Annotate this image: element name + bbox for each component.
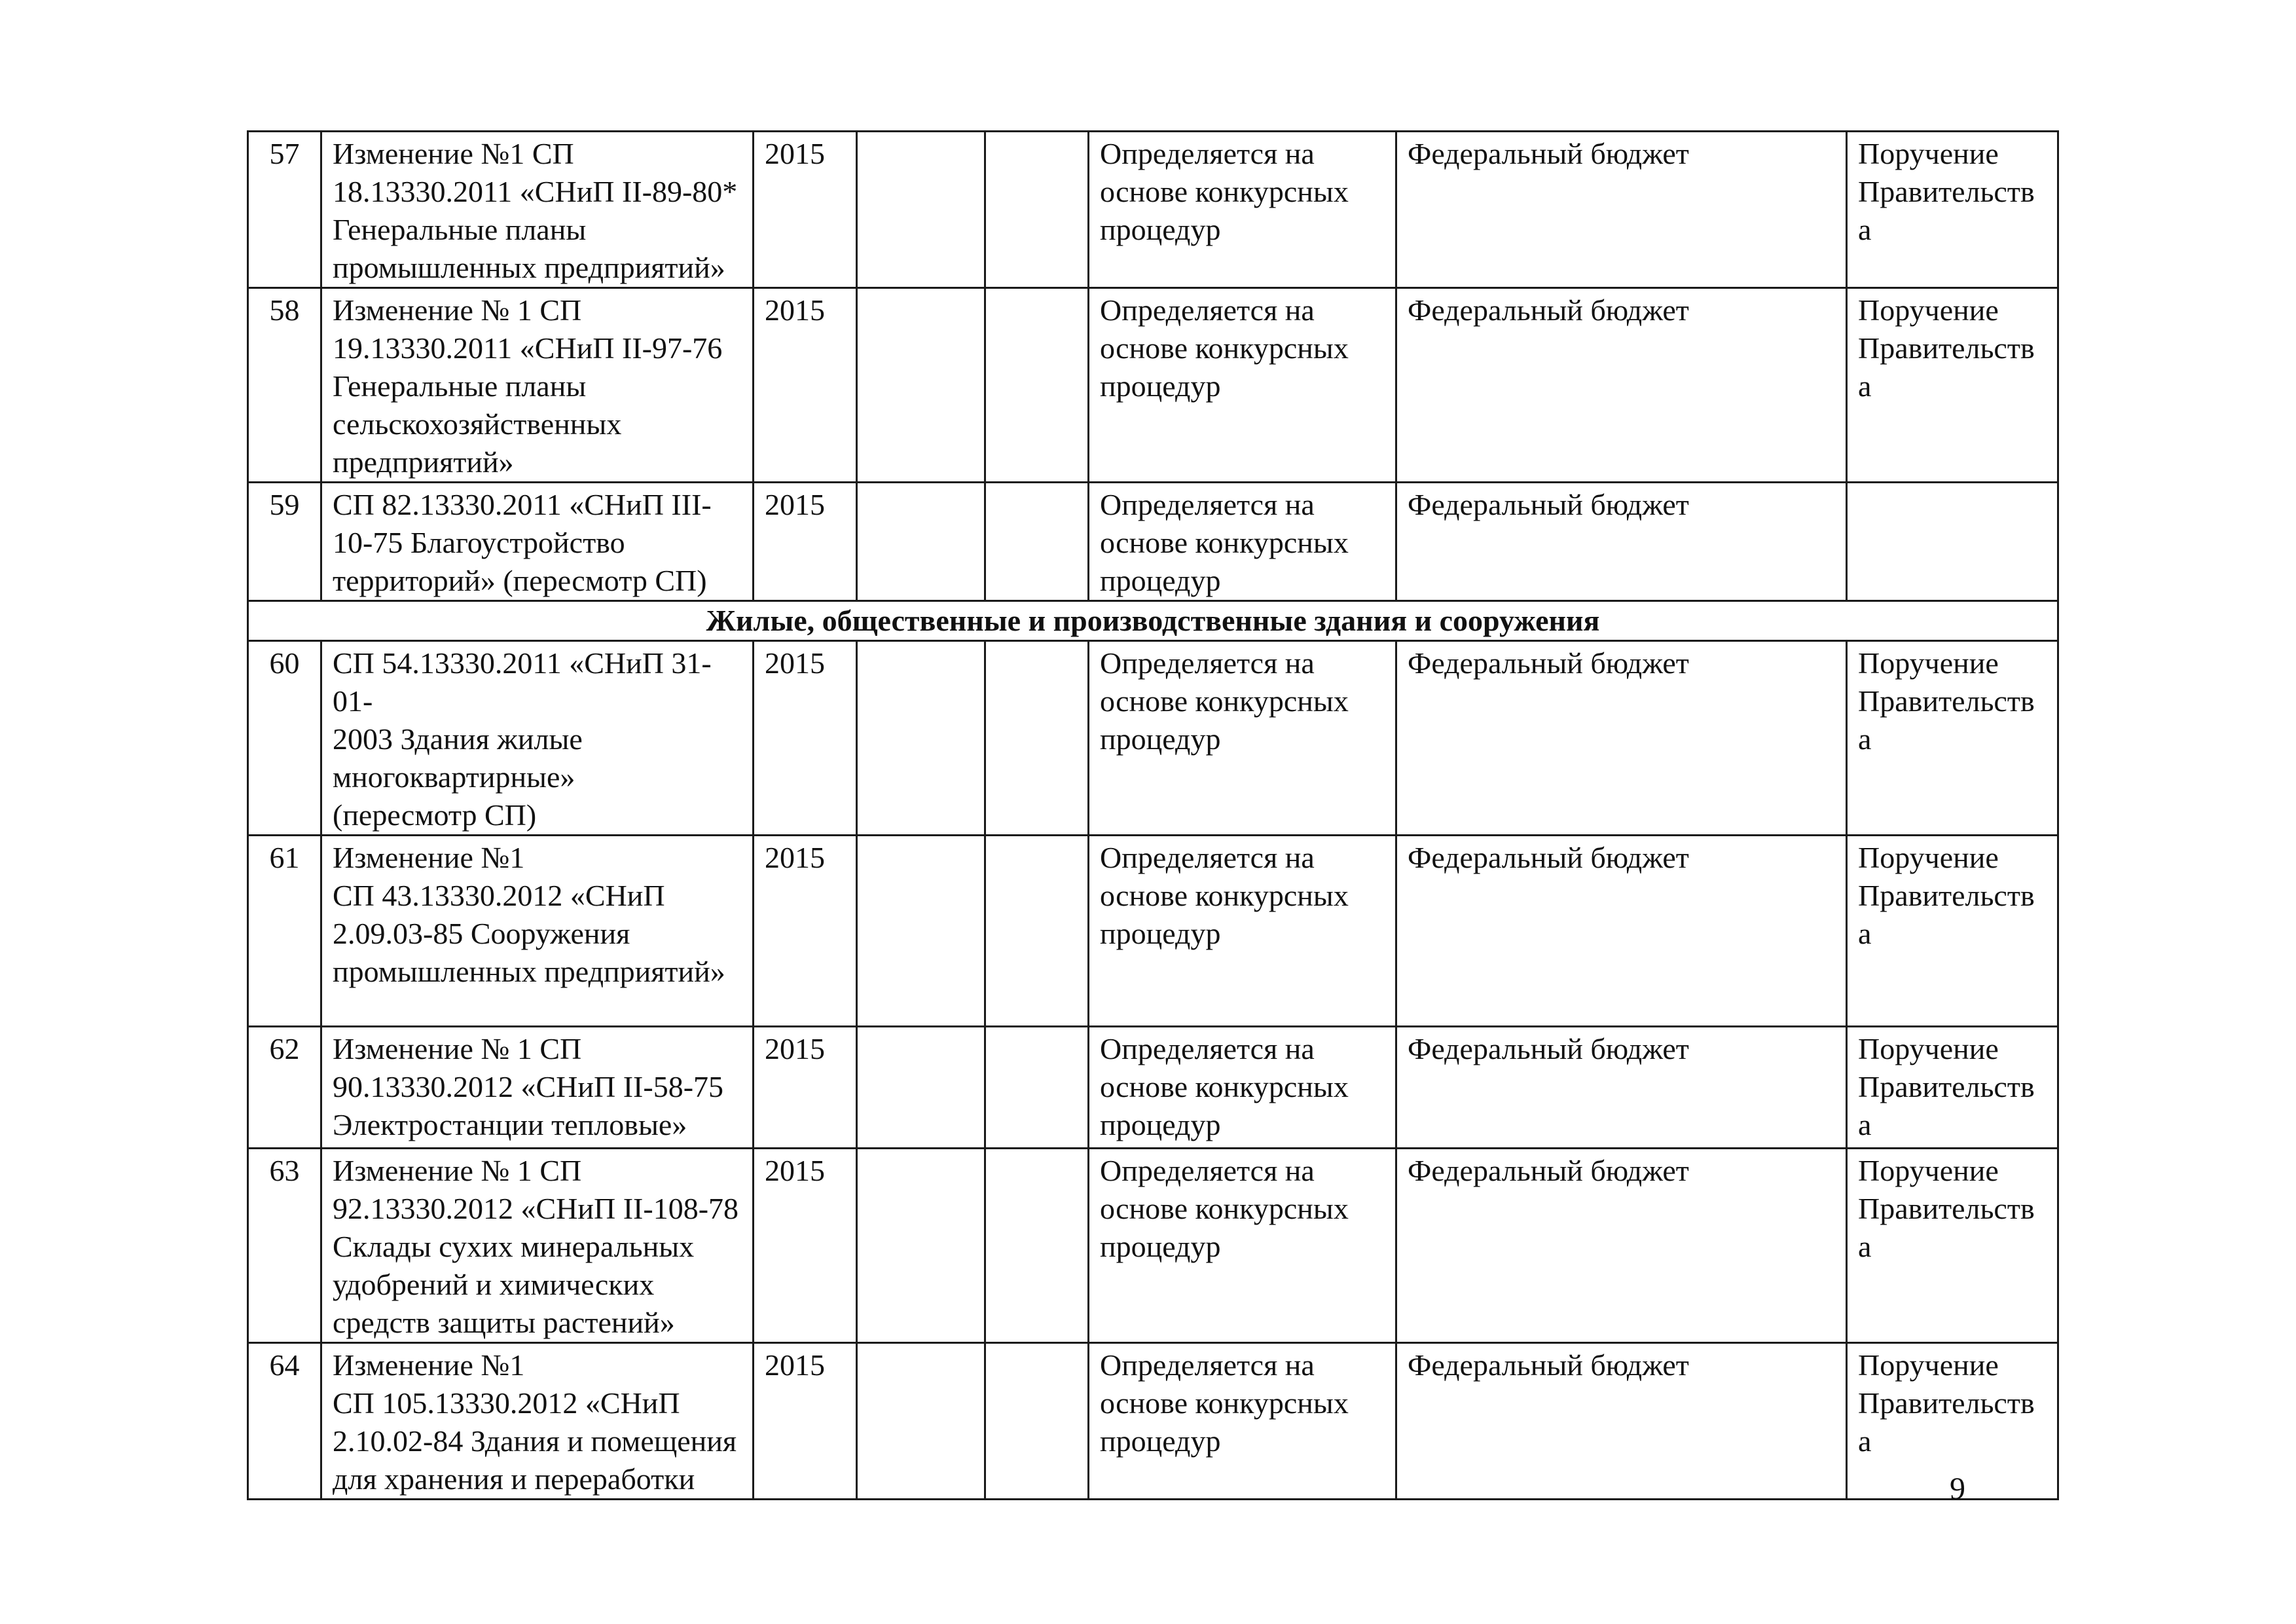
row-number: 64 xyxy=(248,1343,321,1500)
funding-cell: Федеральный бюджет xyxy=(1396,483,1847,601)
row-number: 60 xyxy=(248,641,321,836)
basis-cell: Поручение Правительства xyxy=(1847,1343,2058,1500)
empty-cell xyxy=(985,288,1089,483)
empty-cell xyxy=(985,483,1089,601)
empty-cell xyxy=(985,836,1089,1027)
row-number: 57 xyxy=(248,132,321,288)
table-row xyxy=(248,483,2058,601)
table-row xyxy=(248,288,2058,483)
table-row xyxy=(248,1027,2058,1149)
document-title: Изменение №1 СП 43.13330.2012 «СНиП 2.09.03-85 Сооружения промышленных предприятий» xyxy=(321,836,754,1027)
table-row xyxy=(248,641,2058,836)
year-cell: 2015 xyxy=(754,836,857,1027)
year-cell: 2015 xyxy=(754,132,857,288)
basis-cell: Поручение Правительства xyxy=(1847,1149,2058,1343)
year-cell: 2015 xyxy=(754,288,857,483)
funding-cell: Федеральный бюджет xyxy=(1396,1343,1847,1500)
empty-cell xyxy=(985,132,1089,288)
section-row xyxy=(248,601,2058,641)
document-title: СП 82.13330.2011 «СНиП III- 10-75 Благоустройство территорий» (пересмотр СП) xyxy=(321,483,754,601)
empty-cell xyxy=(857,132,985,288)
funding-cell: Федеральный бюджет xyxy=(1396,641,1847,836)
document-title: Изменение № 1 СП 19.13330.2011 «СНиП II-97-76 Генеральные планы сельскохозяйственных предприятий» xyxy=(321,288,754,483)
section-title: Жилые, общественные и производственные здания и сооружения xyxy=(248,601,2058,641)
funding-cell: Федеральный бюджет xyxy=(1396,1149,1847,1343)
basis-cell: Поручение Правительства xyxy=(1847,641,2058,836)
empty-cell xyxy=(857,1149,985,1343)
executor-cell: Определяется на основе конкурсных процедур xyxy=(1089,483,1396,601)
empty-cell xyxy=(857,288,985,483)
empty-cell xyxy=(857,836,985,1027)
empty-cell xyxy=(857,1027,985,1149)
executor-cell: Определяется на основе конкурсных процедур xyxy=(1089,1343,1396,1500)
document-title: Изменение № 1 СП 90.13330.2012 «СНиП II-58-75 Электростанции тепловые» xyxy=(321,1027,754,1149)
basis-cell: Поручение Правительства xyxy=(1847,1027,2058,1149)
document-title: Изменение № 1 СП 92.13330.2012 «СНиП II-108-78 Склады сухих минеральных удобрений и химических средств защиты растений» xyxy=(321,1149,754,1343)
year-cell: 2015 xyxy=(754,1027,857,1149)
row-number: 63 xyxy=(248,1149,321,1343)
year-cell: 2015 xyxy=(754,1149,857,1343)
empty-cell xyxy=(857,1343,985,1500)
executor-cell: Определяется на основе конкурсных процедур xyxy=(1089,132,1396,288)
row-number: 61 xyxy=(248,836,321,1027)
empty-cell xyxy=(985,1149,1089,1343)
executor-cell: Определяется на основе конкурсных процедур xyxy=(1089,1149,1396,1343)
basis-cell: Поручение Правительства xyxy=(1847,288,2058,483)
executor-cell: Определяется на основе конкурсных процедур xyxy=(1089,641,1396,836)
document-title: Изменение №1 СП 18.13330.2011 «СНиП II-89-80* Генеральные планы промышленных предприятий» xyxy=(321,132,754,288)
funding-cell: Федеральный бюджет xyxy=(1396,288,1847,483)
basis-cell: Поручение Правительства xyxy=(1847,132,2058,288)
page-number: 9 xyxy=(1950,1471,1965,1506)
basis-cell: Поручение Правительства xyxy=(1847,836,2058,1027)
empty-cell xyxy=(985,1343,1089,1500)
year-cell: 2015 xyxy=(754,483,857,601)
row-number: 59 xyxy=(248,483,321,601)
year-cell: 2015 xyxy=(754,641,857,836)
table-row xyxy=(248,1343,2058,1500)
table-row xyxy=(248,1149,2058,1343)
table-row xyxy=(248,132,2058,288)
funding-cell: Федеральный бюджет xyxy=(1396,1027,1847,1149)
empty-cell xyxy=(857,483,985,601)
empty-cell xyxy=(985,641,1089,836)
executor-cell: Определяется на основе конкурсных процедур xyxy=(1089,288,1396,483)
year-cell: 2015 xyxy=(754,1343,857,1500)
basis-cell xyxy=(1847,483,2058,601)
funding-cell: Федеральный бюджет xyxy=(1396,836,1847,1027)
empty-cell xyxy=(857,641,985,836)
row-number: 62 xyxy=(248,1027,321,1149)
row-number: 58 xyxy=(248,288,321,483)
document-title: Изменение №1 СП 105.13330.2012 «СНиП 2.10.02-84 Здания и помещения для хранения и переработки xyxy=(321,1343,754,1500)
empty-cell xyxy=(985,1027,1089,1149)
executor-cell: Определяется на основе конкурсных процедур xyxy=(1089,836,1396,1027)
funding-cell: Федеральный бюджет xyxy=(1396,132,1847,288)
document-title: СП 54.13330.2011 «СНиП 31-01- 2003 Здания жилые многоквартирные» (пересмотр СП) xyxy=(321,641,754,836)
table-row xyxy=(248,836,2058,1027)
plan-table xyxy=(247,130,2059,1500)
executor-cell: Определяется на основе конкурсных процедур xyxy=(1089,1027,1396,1149)
